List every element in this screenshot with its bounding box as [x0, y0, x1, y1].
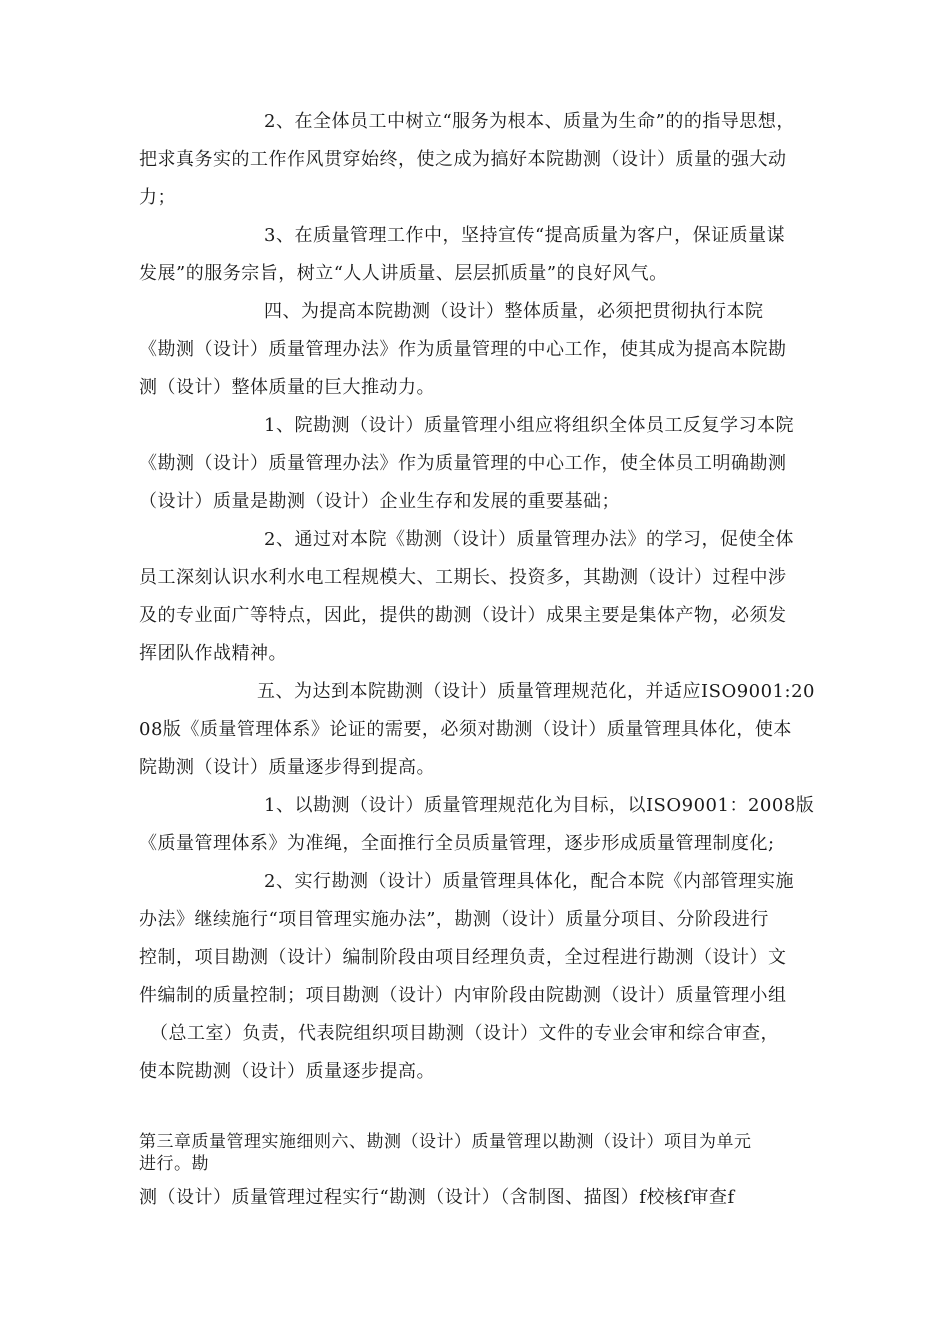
- paragraph-line: 测（设计）整体质量的巨大推动力。: [139, 377, 435, 398]
- paragraph-line: 《勘测（设计）质量管理办法》作为质量管理的中心工作，使其成为提高本院勘: [139, 339, 787, 360]
- paragraph-line: 2、通过对本院《勘测（设计）质量管理办法》的学习，促使全体: [264, 529, 794, 550]
- paragraph-line: 08版《质量管理体系》论证的需要，必须对勘测（设计）质量管理具体化，使本: [139, 719, 792, 740]
- paragraph-line: 员工深刻认识水利水电工程规模大、工期长、投资多，其勘测（设计）过程中涉: [139, 567, 787, 588]
- paragraph-line: 使本院勘测（设计）质量逐步提高。: [139, 1061, 435, 1082]
- paragraph-line: 把求真务实的工作作风贯穿始终，使之成为搞好本院勘测（设计）质量的强大动: [139, 149, 787, 170]
- paragraph-line: （总工室）负责，代表院组织项目勘测（设计）文件的专业会审和综合审查，: [150, 1023, 779, 1044]
- paragraph-line: 1、院勘测（设计）质量管理小组应将组织全体员工反复学习本院: [264, 415, 794, 436]
- paragraph-line: 控制，项目勘测（设计）编制阶段由项目经理负责，全过程进行勘测（设计）文: [139, 947, 787, 968]
- paragraph-line: 院勘测（设计）质量逐步得到提高。: [139, 757, 435, 778]
- paragraph-line: 件编制的质量控制；项目勘测（设计）内审阶段由院勘测（设计）质量管理小组: [139, 985, 787, 1006]
- chapter-heading-line: 进行。勘: [139, 1154, 209, 1174]
- chapter-heading-line: 第三章质量管理实施细则六、勘测（设计）质量管理以勘测（设计）项目为单元: [139, 1132, 752, 1152]
- paragraph-line: 2、在全体员工中树立“服务为根本、质量为生命”的的指导思想，: [264, 111, 795, 132]
- paragraph-line: 《质量管理体系》为准绳，全面推行全员质量管理，逐步形成质量管理制度化;: [139, 833, 775, 854]
- paragraph-line: 发展”的服务宗旨，树立“人人讲质量、层层抓质量”的良好风气。: [139, 263, 668, 284]
- paragraph-line: 《勘测（设计）质量管理办法》作为质量管理的中心工作，使全体员工明确勘测: [139, 453, 787, 474]
- section-heading-line: 五、为达到本院勘测（设计）质量管理规范化，并适应ISO9001:20: [257, 681, 815, 702]
- section-heading-line: 四、为提高本院勘测（设计）整体质量，必须把贯彻执行本院: [264, 301, 764, 322]
- paragraph-line: 办法》继续施行“项目管理实施办法”，勘测（设计）质量分项目、分阶段进行: [139, 909, 769, 930]
- paragraph-line: 1、以勘测（设计）质量管理规范化为目标，以ISO9001：2008版: [264, 795, 815, 816]
- paragraph-line: 力；: [139, 187, 176, 208]
- paragraph-line: 3、在质量管理工作中，坚持宣传“提高质量为客户，保证质量谋: [264, 225, 786, 246]
- paragraph-line: 测（设计）质量管理过程实行“勘测（设计）（含制图、描图）f校核f审查f: [139, 1187, 735, 1208]
- paragraph-line: 及的专业面广等特点，因此，提供的勘测（设计）成果主要是集体产物，必须发: [139, 605, 787, 626]
- paragraph-line: 2、实行勘测（设计）质量管理具体化，配合本院《内部管理实施: [264, 871, 794, 892]
- paragraph-line: （设计）质量是勘测（设计）企业生存和发展的重要基础；: [139, 491, 620, 512]
- paragraph-line: 挥团队作战精神。: [139, 643, 287, 664]
